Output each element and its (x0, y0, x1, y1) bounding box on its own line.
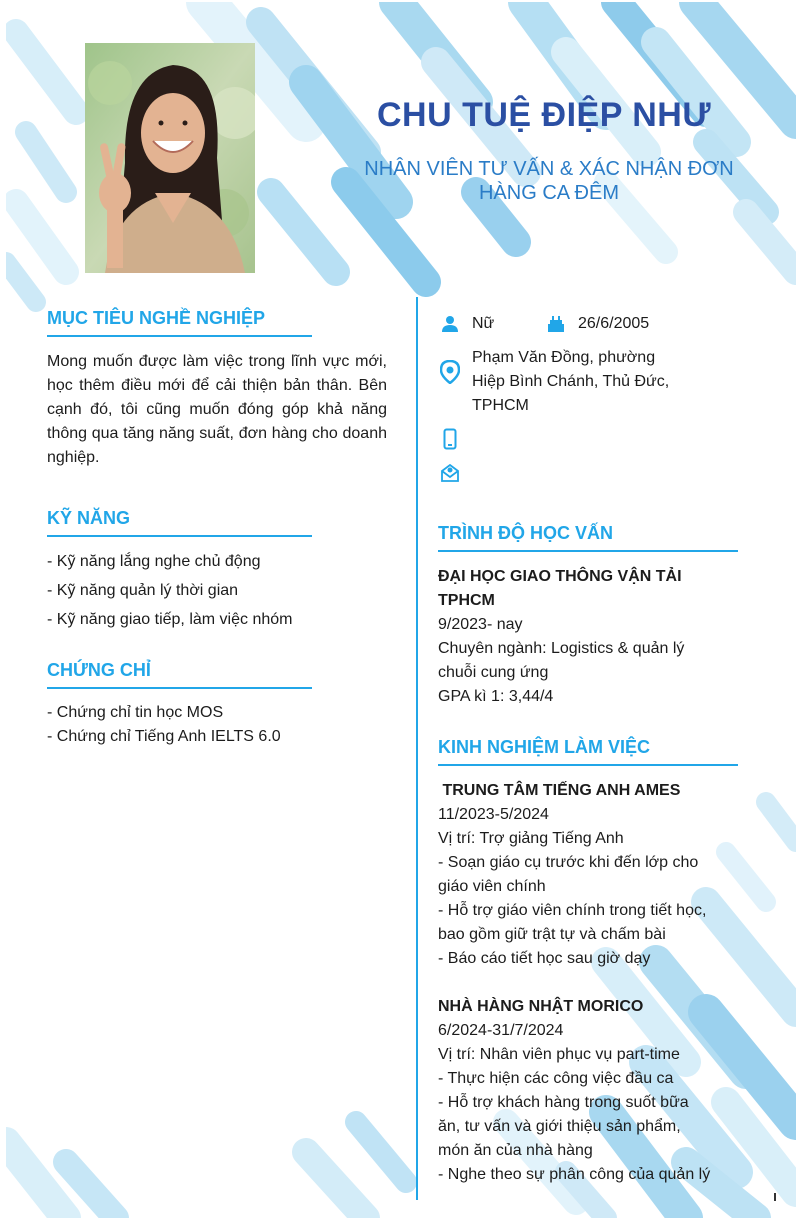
job-company: TRUNG TÂM TIẾNG ANH AMES (438, 782, 681, 799)
objective-section (47, 308, 387, 470)
person-icon (438, 312, 462, 336)
list-item: - Kỹ năng lắng nghe chủ động (47, 553, 261, 570)
job-period: 6/2024-31/7/2024 (438, 1022, 564, 1039)
gender-value: Nữ (472, 315, 495, 332)
job-title: NHÂN VIÊN TƯ VẤN & XÁC NHẬN ĐƠN HÀNG CA ĐÊM (364, 158, 734, 204)
education-period: 9/2023- nay (438, 616, 523, 633)
left-column (47, 308, 387, 749)
job-duty: - Soạn giáo cụ trước khi đến lớp cho (438, 854, 699, 871)
profile-photo (85, 43, 255, 273)
job-duty: giáo viên chính (438, 878, 546, 895)
job-duty: - Hỗ trợ giáo viên chính trong tiết học, (438, 902, 707, 919)
page-mark (774, 1193, 776, 1201)
phone-icon (438, 427, 462, 451)
contact-info (438, 312, 738, 485)
education-major: chuỗi cung ứng (438, 664, 549, 681)
education-gpa: GPA kì 1: 3,44/4 (438, 688, 554, 705)
phone-row (438, 427, 738, 451)
job-duty: - Báo cáo tiết học sau giờ dạy (438, 950, 651, 967)
education-section (438, 523, 738, 709)
job-duty: - Nghe theo sự phân công của quản lý (438, 1166, 711, 1183)
job-duty: ăn, tư vấn và giới thiệu sản phẩm, (438, 1118, 681, 1135)
certificates-list (47, 701, 387, 749)
certificates-section (47, 660, 387, 749)
address-value (472, 346, 669, 418)
resume-page (6, 2, 796, 1218)
education-major: Chuyên ngành: Logistics & quản lý (438, 640, 685, 657)
job-position: Vị trí: Nhân viên phục vụ part-time (438, 1046, 680, 1063)
personal-row (438, 312, 738, 336)
education-title: TRÌNH ĐỘ HỌC VẤN (438, 523, 738, 552)
skills-section (47, 508, 387, 634)
job-duty: món ăn của nhà hàng (438, 1142, 593, 1159)
candidate-name: CHU TUỆ ĐIỆP NHƯ (376, 96, 712, 134)
certificates-title: CHỨNG CHỈ (47, 660, 312, 689)
column-divider (416, 297, 418, 1200)
objective-text: Mong muốn được làm việc trong lĩnh vực mới, học thêm điều mới để cải thiện bản thân. Bên cạnh đó, tôi cũng muốn đóng góp khả năng thông qua tăng năng suất, đơn hàng cho doanh nghiệp. (47, 353, 387, 466)
job-duty: bao gồm giữ trật tự và chấm bài (438, 926, 666, 943)
birthday-value: 26/6/2005 (578, 315, 650, 332)
skills-title: KỸ NĂNG (47, 508, 312, 537)
list-item: - Kỹ năng giao tiếp, làm việc nhóm (47, 611, 293, 628)
objective-title: MỤC TIÊU NGHỀ NGHIỆP (47, 308, 312, 337)
list-item: - Kỹ năng quản lý thời gian (47, 582, 239, 599)
school-name: ĐẠI HỌC GIAO THÔNG VẬN TẢI (438, 568, 682, 585)
job-duty: - Thực hiện các công việc đầu ca (438, 1070, 674, 1087)
job-position: Vị trí: Trợ giảng Tiếng Anh (438, 830, 624, 847)
birthday-cake-icon (544, 312, 568, 336)
right-column (438, 523, 738, 1187)
job-company: NHÀ HÀNG NHẬT MORICO (438, 998, 644, 1015)
address-row (438, 346, 738, 418)
location-pin-icon (438, 360, 462, 384)
list-item: - Chứng chỉ tin học MOS (47, 704, 224, 721)
email-row (438, 461, 738, 485)
job-period: 11/2023-5/2024 (438, 806, 549, 823)
email-icon (438, 461, 462, 485)
address-line: TPHCM (472, 397, 529, 414)
experience-title: KINH NGHIỆM LÀM VIỆC (438, 737, 738, 766)
school-name: TPHCM (438, 592, 495, 609)
address-line: Hiệp Bình Chánh, Thủ Đức, (472, 373, 670, 390)
list-item: - Chứng chỉ Tiếng Anh IELTS 6.0 (47, 728, 281, 745)
job-duty: - Hỗ trợ khách hàng trong suốt bữa (438, 1094, 689, 1111)
experience-section (438, 737, 738, 1187)
skills-list (47, 547, 387, 634)
address-line: Phạm Văn Đồng, phường (472, 349, 656, 366)
